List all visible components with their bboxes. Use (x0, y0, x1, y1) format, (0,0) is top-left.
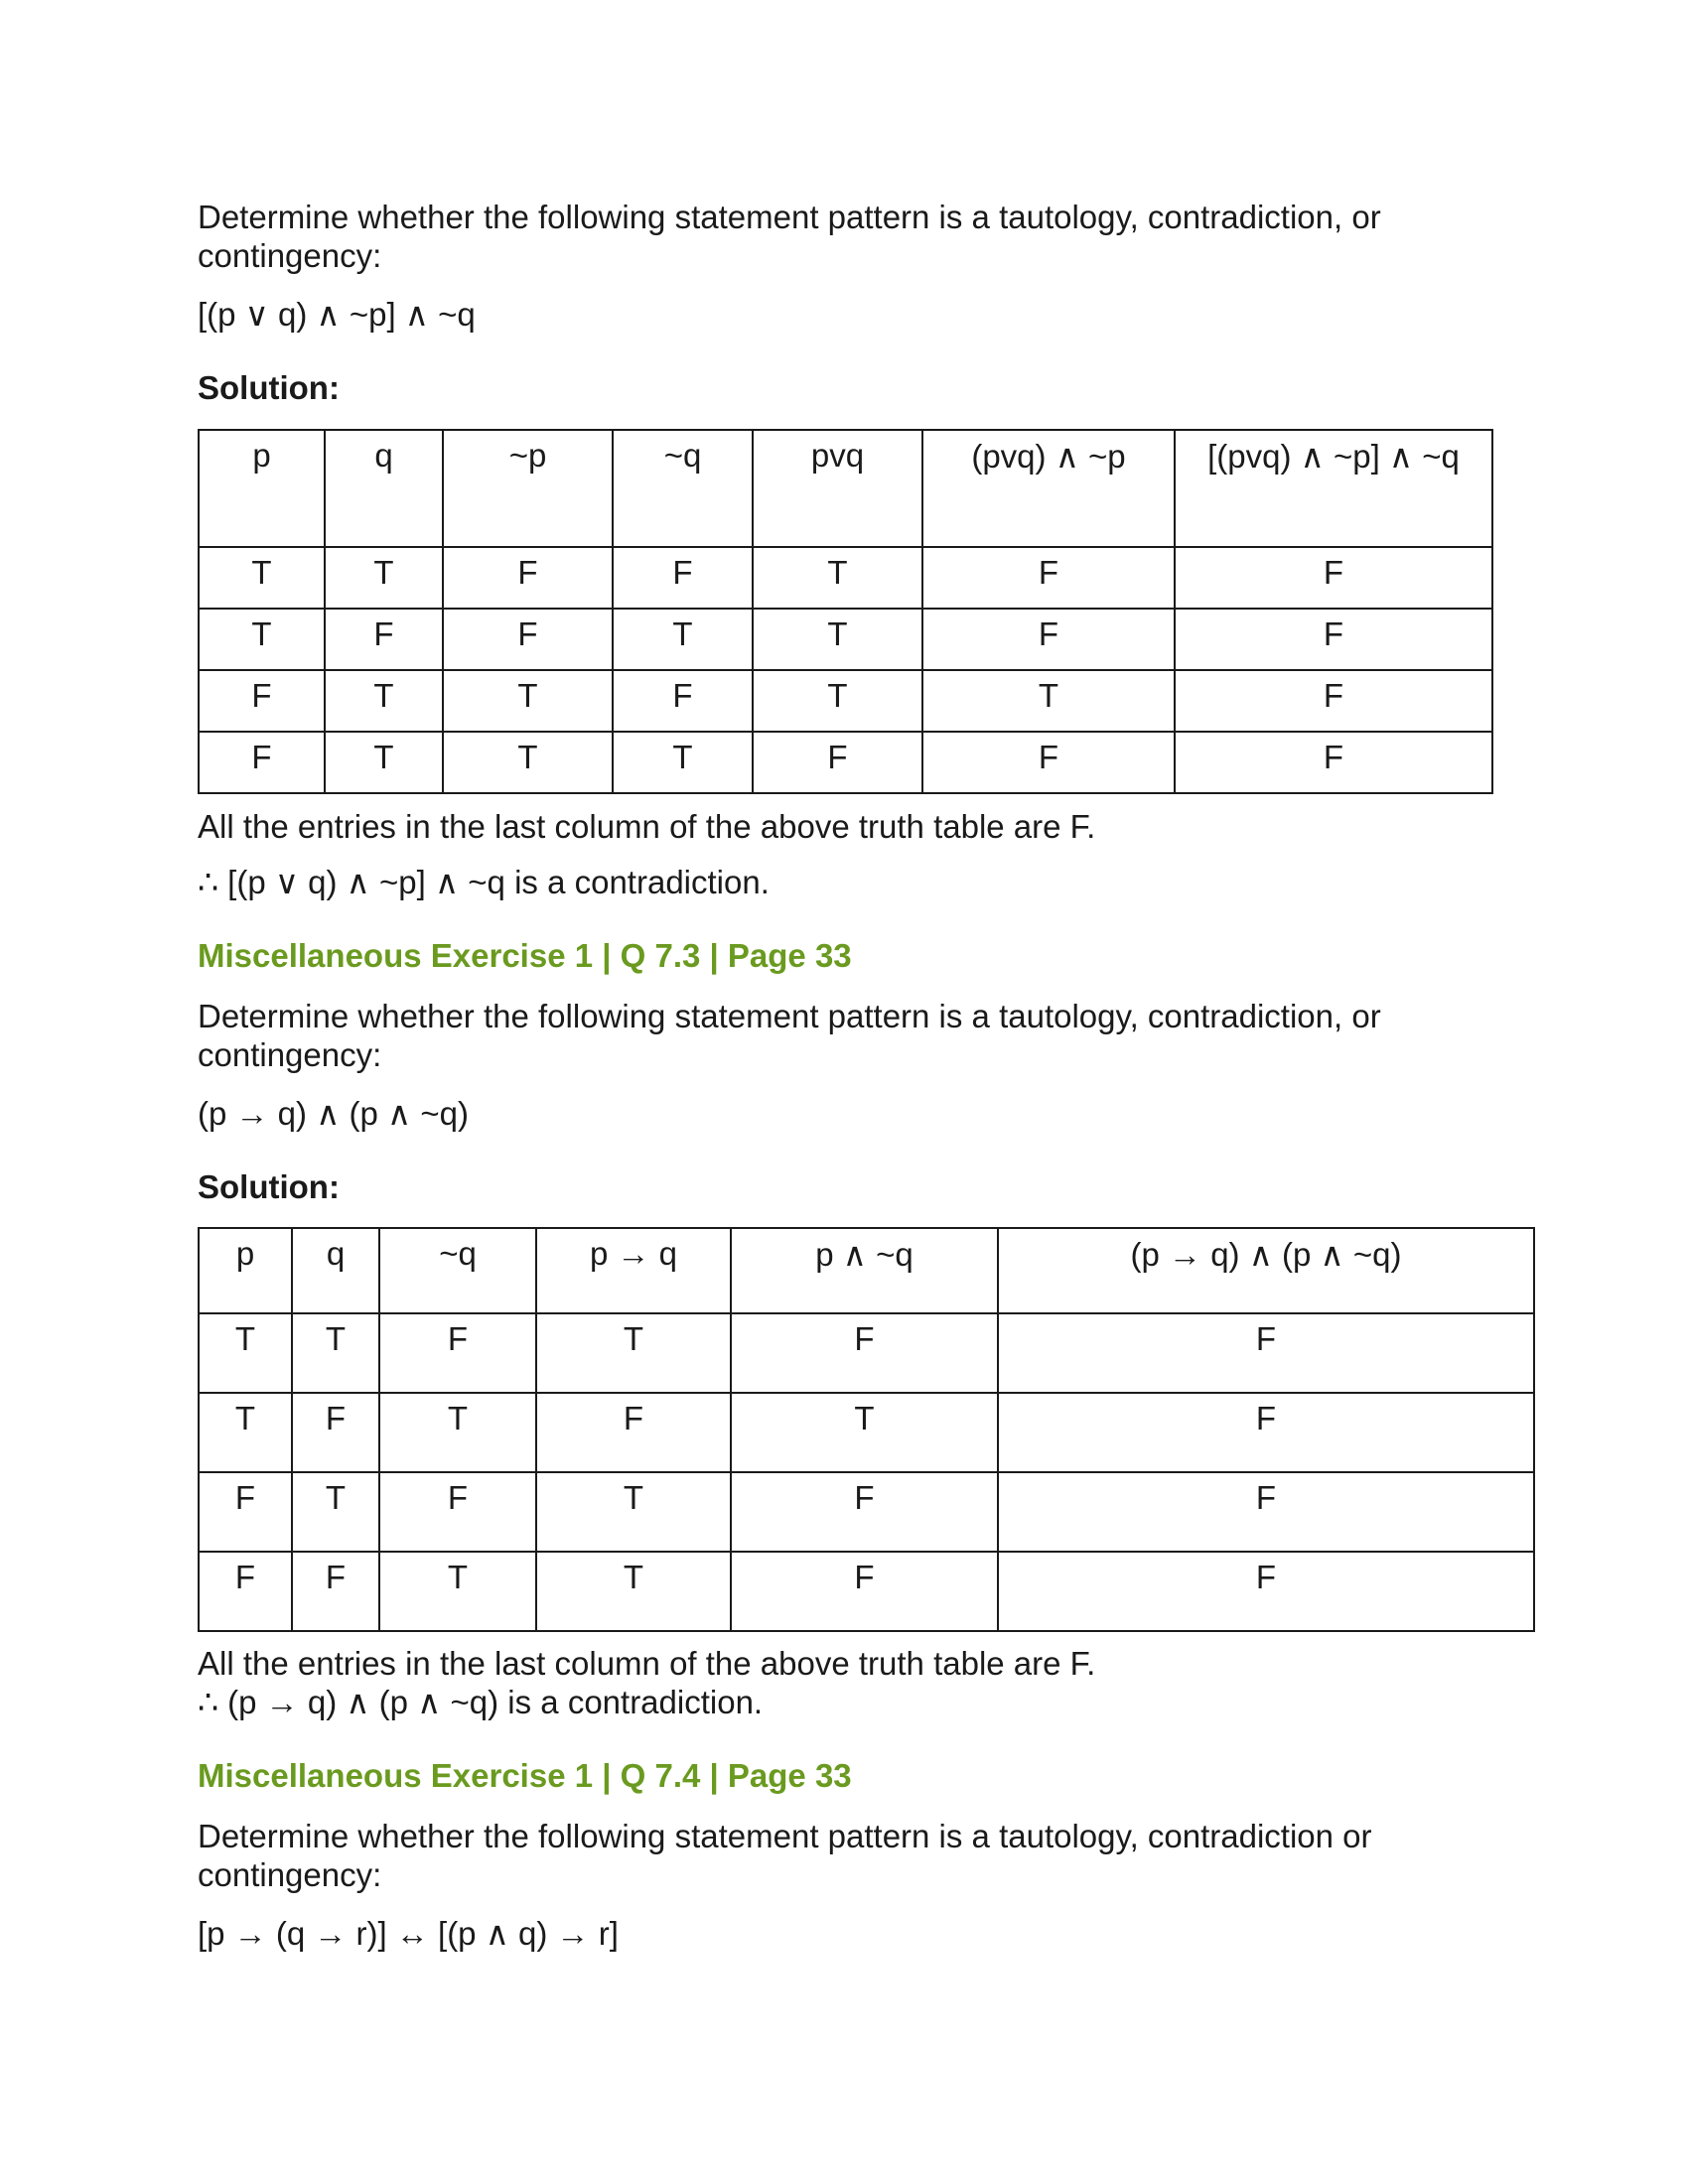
table-row (199, 1552, 1534, 1631)
table-cell: F (379, 1313, 536, 1393)
table-cell: F (922, 609, 1175, 670)
column-header: p ∧ ~q (731, 1228, 998, 1313)
table-cell: F (1175, 670, 1492, 732)
column-header: ~p (443, 430, 613, 547)
table-cell: F (998, 1472, 1534, 1552)
table-cell: T (292, 1313, 379, 1393)
table-cell: T (613, 732, 753, 793)
table-cell: F (922, 732, 1175, 793)
table-cell: F (443, 547, 613, 609)
table-cell: T (753, 547, 922, 609)
q1-conclusion-2: ∴ [(p ∨ q) ∧ ~p] ∧ ~q is a contradiction. (198, 864, 770, 900)
table-cell: T (536, 1472, 731, 1552)
q1-solution-label: Solution: (198, 369, 340, 406)
column-header: q (325, 430, 443, 547)
table-row (199, 1472, 1534, 1552)
table-cell: F (199, 1552, 292, 1631)
table-cell: F (998, 1552, 1534, 1631)
table-cell: T (199, 609, 325, 670)
q2-prompt: Determine whether the following statement pattern is a tautology, contradiction, or (198, 998, 1381, 1034)
table-cell: F (731, 1552, 998, 1631)
table-cell: T (753, 609, 922, 670)
table-cell: T (922, 670, 1175, 732)
q1-expression: [(p ∨ q) ∧ ~p] ∧ ~q (198, 296, 476, 333)
table-header-row (199, 430, 1492, 547)
column-header: ~q (379, 1228, 536, 1313)
table-cell: T (753, 670, 922, 732)
table-cell: T (379, 1393, 536, 1472)
table-cell: F (1175, 732, 1492, 793)
table-cell: F (379, 1472, 536, 1552)
q2-solution-label: Solution: (198, 1168, 340, 1205)
table-row (199, 609, 1492, 670)
q1-conclusion-1: All the entries in the last column of the above truth table are F. (198, 808, 1096, 845)
table-cell: F (325, 609, 443, 670)
table-row (199, 1313, 1534, 1393)
column-header: pvq (753, 430, 922, 547)
column-header: (p → q) ∧ (p ∧ ~q) (998, 1228, 1534, 1313)
column-header: ~q (613, 430, 753, 547)
table-cell: F (199, 1472, 292, 1552)
table-cell: F (292, 1393, 379, 1472)
table-cell: T (325, 670, 443, 732)
table-cell: T (199, 1393, 292, 1472)
table-cell: T (379, 1552, 536, 1631)
q2-truth-table (198, 1227, 1535, 1632)
q2-expression: (p → q) ∧ (p ∧ ~q) (198, 1095, 469, 1132)
column-header: q (292, 1228, 379, 1313)
table-cell: F (199, 732, 325, 793)
table-row (199, 732, 1492, 793)
table-cell: F (613, 547, 753, 609)
table-cell: F (731, 1472, 998, 1552)
table-cell: F (443, 609, 613, 670)
table-cell: F (292, 1552, 379, 1631)
table-cell: F (1175, 547, 1492, 609)
table-cell: F (922, 547, 1175, 609)
table-cell: T (199, 1313, 292, 1393)
q3-expression: [p → (q → r)] ↔ [(p ∧ q) → r] (198, 1915, 619, 1952)
column-header: p → q (536, 1228, 731, 1313)
q1-prompt: Determine whether the following statement pattern is a tautology, contradiction, or (198, 199, 1381, 235)
q3-heading: Miscellaneous Exercise 1 | Q 7.4 | Page 33 (198, 1757, 852, 1794)
q1-truth-table (198, 429, 1493, 794)
table-cell: F (998, 1393, 1534, 1472)
column-header: (pvq) ∧ ~p (922, 430, 1175, 547)
table-cell: F (613, 670, 753, 732)
table-cell: F (753, 732, 922, 793)
column-header: [(pvq) ∧ ~p] ∧ ~q (1175, 430, 1492, 547)
table-cell: T (443, 670, 613, 732)
column-header: p (199, 1228, 292, 1313)
table-cell: F (199, 670, 325, 732)
table-cell: T (292, 1472, 379, 1552)
table-cell: F (1175, 609, 1492, 670)
table-cell: T (536, 1552, 731, 1631)
q3-prompt: Determine whether the following statement pattern is a tautology, contradiction or (198, 1818, 1372, 1854)
table-cell: T (443, 732, 613, 793)
table-cell: T (731, 1393, 998, 1472)
table-cell: T (613, 609, 753, 670)
table-cell: T (325, 547, 443, 609)
column-header: p (199, 430, 325, 547)
table-cell: T (536, 1313, 731, 1393)
table-header-row (199, 1228, 1534, 1313)
table-row (199, 1393, 1534, 1472)
q2-conclusion-1: All the entries in the last column of the above truth table are F. (198, 1645, 1096, 1682)
q2-heading: Miscellaneous Exercise 1 | Q 7.3 | Page 33 (198, 937, 852, 974)
q2-prompt-cont: contingency: (198, 1036, 382, 1073)
q2-conclusion-2: ∴ (p → q) ∧ (p ∧ ~q) is a contradiction. (198, 1684, 764, 1720)
table-row (199, 547, 1492, 609)
q3-prompt-cont: contingency: (198, 1856, 382, 1893)
table-cell: F (536, 1393, 731, 1472)
table-row (199, 670, 1492, 732)
table-cell: T (325, 732, 443, 793)
table-cell: F (731, 1313, 998, 1393)
table-cell: F (998, 1313, 1534, 1393)
table-cell: T (199, 547, 325, 609)
q1-prompt-cont: contingency: (198, 237, 382, 274)
